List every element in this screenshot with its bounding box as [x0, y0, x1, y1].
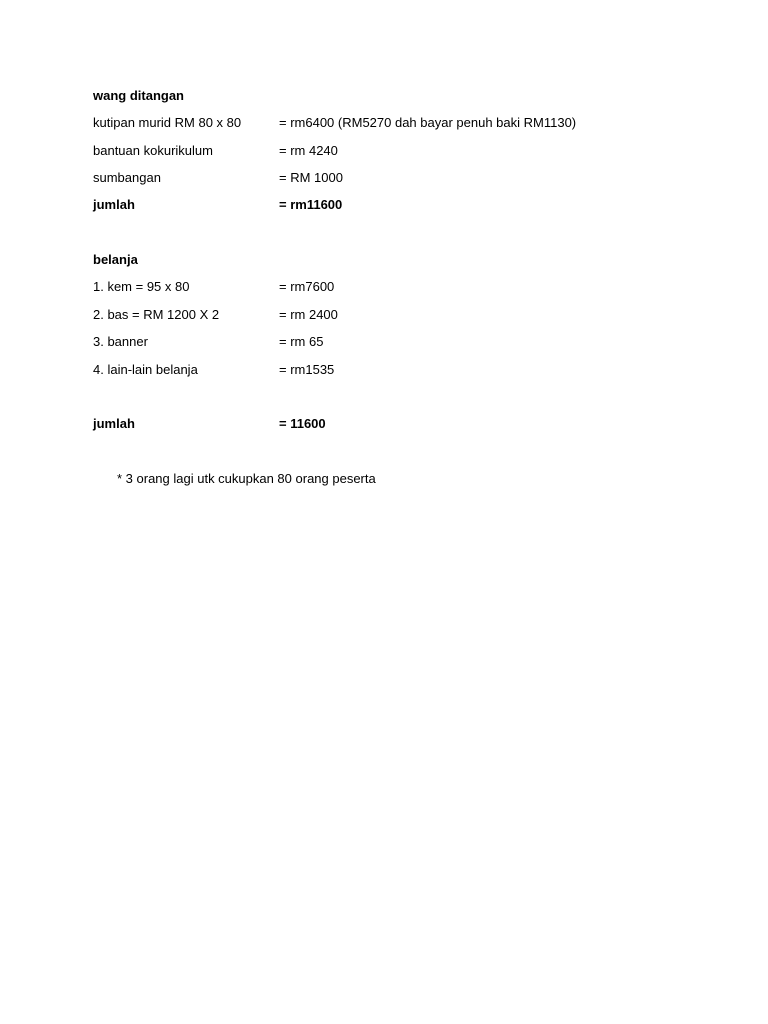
income-row-cocurriculum-aid — [93, 143, 693, 159]
income-row-value: = rm 4240 — [279, 143, 338, 158]
income-total-label: jumlah — [93, 197, 135, 212]
expenses-total-value: = 11600 — [279, 416, 326, 431]
expense-row-value: = rm 65 — [279, 334, 324, 349]
expense-row-bus — [93, 307, 693, 323]
income-row-student-fees — [93, 115, 693, 131]
expense-row-label: 3. banner — [93, 334, 148, 349]
expense-row-label: 2. bas = RM 1200 X 2 — [93, 307, 220, 322]
income-row-label: sumbangan — [93, 170, 161, 185]
income-row-donation — [93, 170, 693, 186]
income-row-value: = rm6400 (RM5270 dah bayar penuh baki RM1130) — [279, 115, 577, 130]
expense-row-value: = rm1535 — [279, 362, 335, 377]
income-total-value: = rm11600 — [279, 197, 343, 212]
expenses-total-row — [93, 416, 693, 432]
expense-row-camp — [93, 279, 693, 295]
expense-row-label: 4. lain-lain belanja — [93, 362, 198, 377]
expense-row-label: 1. kem = 95 x 80 — [93, 279, 190, 294]
expense-row-other — [93, 362, 693, 378]
expense-row-banner — [93, 334, 693, 350]
expense-row-value: = rm7600 — [279, 279, 335, 294]
expenses-heading: belanja — [93, 252, 138, 267]
footnote: * 3 orang lagi utk cukupkan 80 orang peserta — [117, 471, 376, 486]
income-row-label: bantuan kokurikulum — [93, 143, 213, 158]
income-heading: wang ditangan — [93, 88, 184, 103]
income-total-row — [93, 197, 693, 213]
income-row-value: = RM 1000 — [279, 170, 343, 185]
expenses-total-label: jumlah — [93, 416, 135, 431]
income-row-label: kutipan murid RM 80 x 80 — [93, 115, 242, 130]
expense-row-value: = rm 2400 — [279, 307, 338, 322]
